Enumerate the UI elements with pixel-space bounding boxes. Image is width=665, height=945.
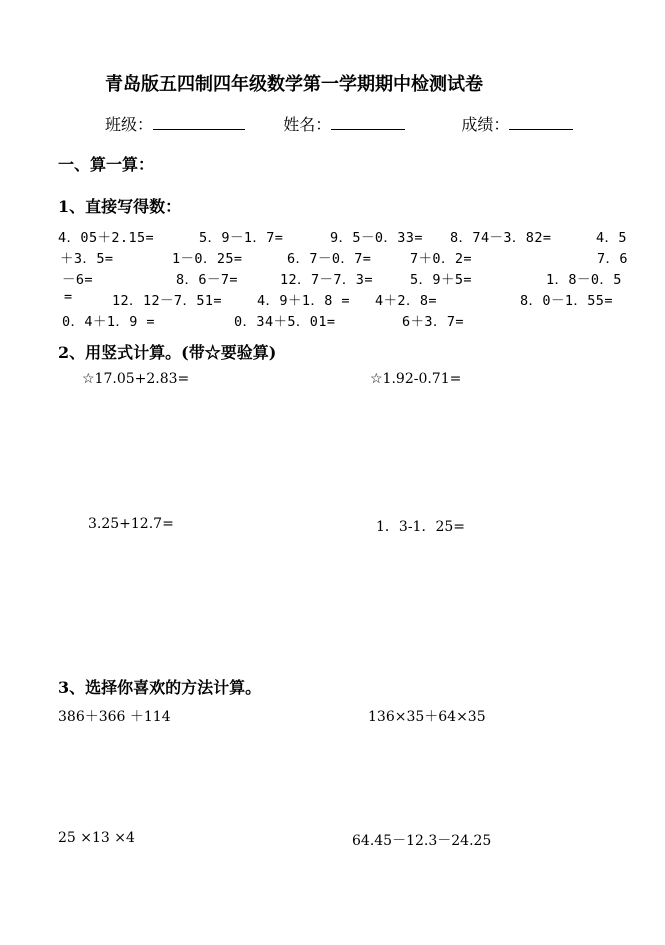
oral-calc-item: 0．34＋5．01= (234, 314, 336, 330)
method-calc-item: 386＋366 ＋114 (58, 709, 171, 725)
method-calc-item: 64.45－12.3－24.25 (352, 833, 492, 849)
oral-calc-item: 1．8－0．5 (546, 272, 622, 288)
oral-calc-item: 5．9＋5= (410, 272, 472, 288)
oral-calc-item: 5．9－1．7= (199, 230, 284, 246)
oral-calc-item: 4．5 (596, 230, 627, 246)
oral-calc-item: 4＋2．8= (375, 293, 437, 309)
score-blank-line[interactable] (509, 115, 573, 130)
oral-calc-item: = (64, 289, 73, 305)
oral-calc-item: 12．7－7．3= (280, 272, 373, 288)
oral-calc-item: 8．0－1．55= (520, 293, 613, 309)
exam-title: 青岛版五四制四年级数学第一学期期中检测试卷 (105, 74, 483, 95)
student-info-row (105, 112, 573, 135)
vertical-calc-item: 3.25+12.7= (88, 516, 174, 532)
oral-calc-item: 1－0．25= (172, 251, 243, 267)
oral-calc-item: 8．6－7= (176, 272, 238, 288)
vertical-calc-item: 1．3-1．25= (376, 519, 465, 535)
method-calc-item: 136×35＋64×35 (368, 709, 486, 725)
vertical-calc-item: ☆1.92-0.71= (370, 371, 462, 387)
part-2-heading: 2、用竖式计算。(带☆要验算) (58, 343, 277, 362)
oral-calc-item: 6＋3．7= (402, 314, 464, 330)
vertical-calc-item: ☆17.05+2.83= (82, 371, 190, 387)
oral-calc-item: 6．7－0．7= (287, 251, 372, 267)
oral-calc-item: ＋3．5= (60, 251, 114, 267)
oral-calc-item: 7．6 (597, 251, 628, 267)
section-1-heading: 一、算一算： (58, 155, 155, 174)
method-calc-item: 25 ×13 ×4 (58, 830, 135, 846)
oral-calc-item: 12．12－7．51= (112, 293, 222, 309)
class-blank-line[interactable] (153, 115, 245, 130)
part-3-heading: 3、选择你喜欢的方法计算。 (58, 678, 262, 697)
oral-calc-item: －6= (62, 272, 93, 288)
oral-calc-item: 0．4＋1．9 = (62, 314, 155, 330)
name-label: 姓名： (283, 115, 332, 134)
oral-calc-item: 8．74－3．82= (450, 230, 552, 246)
score-label: 成绩： (461, 115, 510, 134)
oral-calc-item: 7＋0．2= (410, 251, 472, 267)
name-blank-line[interactable] (331, 115, 405, 130)
class-label: 班级： (105, 115, 154, 134)
oral-calc-item: 4．05＋2.15= (58, 230, 155, 246)
oral-calc-item: 9．5－0．33= (330, 230, 423, 246)
oral-calc-item: 4．9＋1．8 = (257, 293, 350, 309)
part-1-heading: 1、直接写得数： (58, 197, 182, 216)
